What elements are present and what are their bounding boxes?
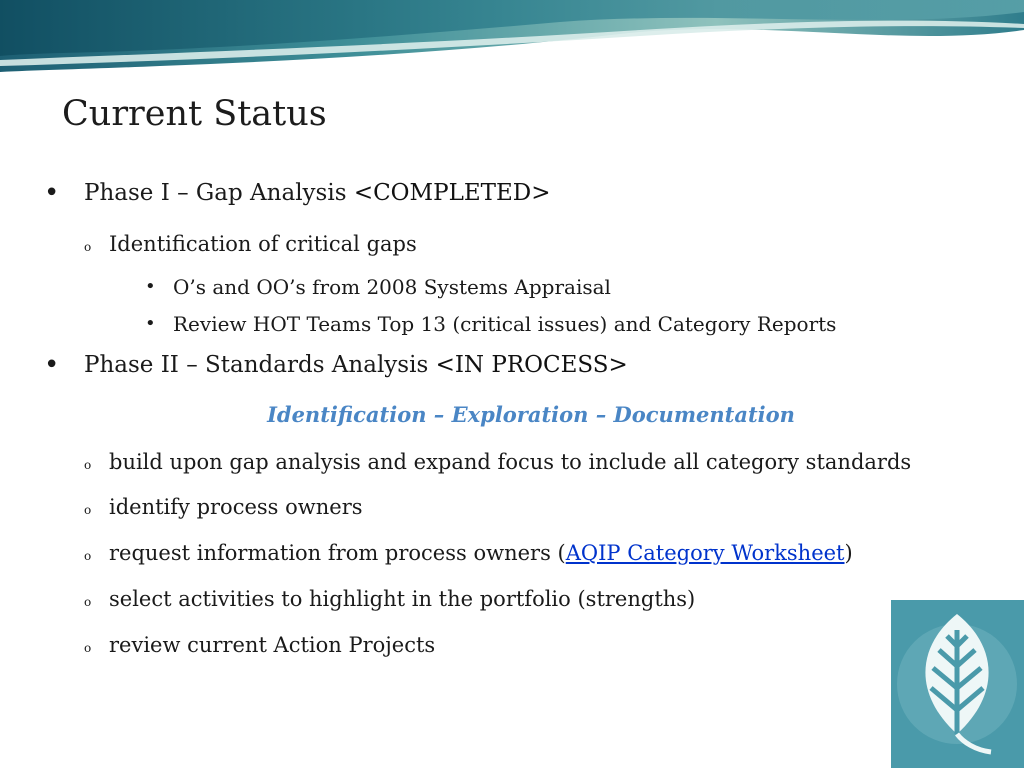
phase1-bullet xyxy=(44,178,551,208)
phase2-item: o review current Action Projects xyxy=(84,633,436,657)
bullet-circle: o xyxy=(84,240,92,254)
bullet-circle: o xyxy=(84,641,92,655)
phase1-detail-item: • O’s and OO’s from 2008 Systems Appraisal xyxy=(145,275,611,299)
teal-wave-banner xyxy=(0,0,1024,78)
bullet-circle: o xyxy=(84,503,92,517)
leaf-icon xyxy=(891,600,1024,768)
phase1-detail-item: • Review HOT Teams Top 13 (critical issues) and Category Reports xyxy=(145,312,837,336)
phase2-item-request: o request information from process owners (AQIP Category Worksheet) xyxy=(84,541,853,565)
bullet-dot: • xyxy=(44,350,60,380)
phase2-status: <IN PROCESS> xyxy=(435,352,628,378)
phase2-bullet xyxy=(44,350,628,380)
phase2-item: o build upon gap analysis and expand focus to include all category standards xyxy=(84,450,912,474)
bullet-dot-small: • xyxy=(145,313,156,334)
bullet-dot: • xyxy=(44,178,60,208)
bullet-circle: o xyxy=(84,549,92,563)
aqip-worksheet-link[interactable]: AQIP Category Worksheet xyxy=(565,541,845,565)
bullet-circle: o xyxy=(84,458,92,472)
phase2-tagline: Identification – Exploration – Documentation xyxy=(267,402,795,427)
bullet-dot-small: • xyxy=(145,276,156,297)
phase2-item: o select activities to highlight in the portfolio (strengths) xyxy=(84,587,696,611)
slide-title: Current Status xyxy=(62,94,327,134)
phase1-sub-item: o Identification of critical gaps xyxy=(84,232,417,256)
phase1-label: Phase I – Gap Analysis xyxy=(84,180,354,206)
phase2-label: Phase II – Standards Analysis xyxy=(84,352,436,378)
bullet-circle: o xyxy=(84,595,92,609)
phase1-status: <COMPLETED> xyxy=(353,180,551,206)
phase2-item: o identify process owners xyxy=(84,495,363,519)
